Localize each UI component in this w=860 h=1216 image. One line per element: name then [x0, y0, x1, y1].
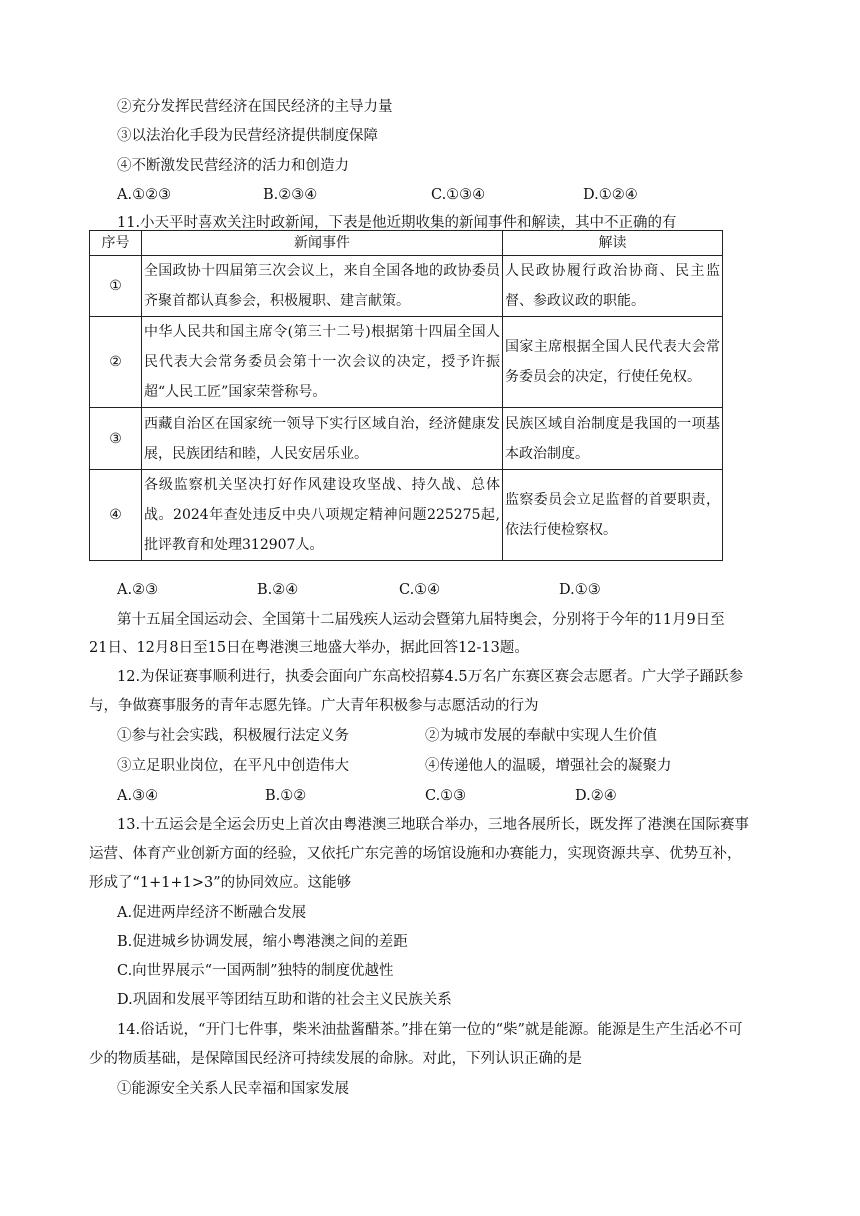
q14-stem: 14.俗话说，“开门七件事，柴米油盐酱醋茶。”排在第一位的“柴”就是能源。能源是生产生活必不可	[117, 1022, 743, 1038]
q12-item: ①参与社会实践，积极履行法定义务	[117, 728, 349, 744]
row-event: 西藏自治区在国家统一领导下实行区域自治，经济健康发展，民族团结和睦，人民安居乐业。	[142, 408, 503, 470]
q12-stem: 与，争做赛事服务的青年志愿先锋。广大青年积极参与志愿活动的行为	[89, 698, 539, 714]
row-interp: 民族区域自治制度是我国的一项基本政治制度。	[503, 408, 723, 470]
intro-line: 第十五届全国运动会、全国第十二届残疾人运动会暨第九届特奥会，分别将于今年的11月9日至	[117, 612, 725, 628]
q13-option-a: A.促进两岸经济不断融合发展	[117, 905, 307, 921]
q10-option-c: C.①③④	[431, 187, 486, 203]
row-num: ④	[90, 470, 142, 561]
q12-option-d: D.②④	[575, 788, 617, 804]
row-event: 中华人民共和国主席令(第三十二号)根据第十四届全国人民代表大会常务委员会第十一次会议的决定，授予许振超“人民工匠”国家荣誉称号。	[142, 317, 503, 408]
q12-option-b: B.①②	[265, 788, 307, 804]
q11-option-d: D.①③	[559, 582, 601, 598]
q11-option-a: A.②③	[117, 582, 159, 598]
q13-stem: 形成了“1+1+1>3”的协同效应。这能够	[89, 875, 352, 891]
q12-item: ③立足职业岗位，在平凡中创造伟大	[117, 758, 349, 774]
row-event: 全国政协十四届第三次会议上，来自全国各地的政协委员齐聚首都认真参会，积极履职、建言献策。	[142, 256, 503, 317]
q10-option-d: D.①②④	[583, 187, 638, 203]
intro-line: 21日、12月8日至15日在粤港澳三地盛大举办，据此回答12-13题。	[89, 640, 529, 656]
row-num: ②	[90, 317, 142, 408]
news-table	[89, 230, 723, 561]
q13-stem: 13.十五运会是全运会历史上首次由粤港澳三地联合举办，三地各展所长，既发挥了港澳在国际赛事	[117, 817, 750, 833]
q12-stem: 12.为保证赛事顺利进行，执委会面向广东高校招募4.5万名广东赛区赛会志愿者。广大学子踊跃参	[117, 669, 744, 685]
row-num: ①	[90, 256, 142, 317]
q10-item: ④不断激发民营经济的活力和创造力	[117, 158, 349, 174]
q11-option-b: B.②④	[257, 582, 299, 598]
q12-option-a: A.③④	[117, 788, 159, 804]
q12-option-c: C.①③	[425, 788, 467, 804]
q13-option-c: C.向世界展示“一国两制”独特的制度优越性	[117, 963, 394, 979]
q10-option-a: A.①②③	[117, 187, 172, 203]
row-interp: 监察委员会立足监督的首要职责，依法行使检察权。	[503, 470, 723, 561]
q14-item: ①能源安全关系人民幸福和国家发展	[117, 1081, 349, 1097]
q14-stem: 少的物质基础，是保障国民经济可持续发展的命脉。对此，下列认识正确的是	[89, 1051, 582, 1067]
header-num: 序号	[90, 231, 142, 256]
q10-option-b: B.②③④	[263, 187, 318, 203]
table-row	[90, 470, 723, 561]
q13-option-d: D.巩固和发展平等团结互助和谐的社会主义民族关系	[117, 992, 452, 1008]
row-event: 各级监察机关坚决打好作风建设攻坚战、持久战、总体战。2024年查处违反中央八项规定精神问题225275起, 批评教育和处理312907人。	[142, 470, 503, 561]
q10-item: ③以法治化手段为民营经济提供制度保障	[117, 128, 378, 144]
header-event: 新闻事件	[142, 231, 503, 256]
q12-item: ②为城市发展的奉献中实现人生价值	[425, 728, 657, 744]
row-num: ③	[90, 408, 142, 470]
q10-item: ②充分发挥民营经济在国民经济的主导力量	[117, 99, 393, 115]
row-interp: 国家主席根据全国人民代表大会常务委员会的决定，行使任免权。	[503, 317, 723, 408]
header-interp: 解读	[503, 231, 723, 256]
q11-option-c: C.①④	[399, 582, 441, 598]
table-row	[90, 256, 723, 317]
table-row	[90, 317, 723, 408]
q13-option-b: B.促进城乡协调发展，缩小粤港澳之间的差距	[117, 934, 408, 950]
table-row	[90, 408, 723, 470]
table-header-row	[90, 231, 723, 256]
q13-stem: 运营、体育产业创新方面的经验，又依托广东完善的场馆设施和办赛能力，实现资源共享、优势互补，	[89, 846, 742, 862]
q12-item: ④传递他人的温暖，增强社会的凝聚力	[425, 758, 672, 774]
row-interp: 人民政协履行政治协商、民主监督、参政议政的职能。	[503, 256, 723, 317]
q11-stem: 11.小天平时喜欢关注时政新闻，下表是他近期收集的新闻事件和解读，其中不正确的有	[117, 215, 677, 231]
